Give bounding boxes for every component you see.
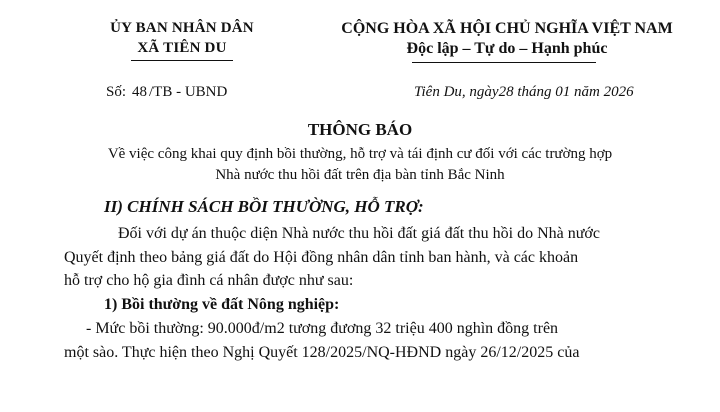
authority-underline [131, 60, 233, 61]
paragraph-line: Đối với dự án thuộc diện Nhà nước thu hồi đất giá đất thu hồi do Nhà nước [118, 225, 600, 242]
issuing-authority-line2: XÃ TIÊN DU [137, 40, 227, 56]
document-subject-line1: Về việc công khai quy định bồi thường, hỗ trợ và tái định cư đối với các trường hợp [107, 146, 613, 162]
document-title: THÔNG BÁO [307, 120, 413, 139]
doc-number-value: 48 [132, 84, 148, 100]
doc-number-label: Số: [106, 84, 127, 100]
section-heading: II) CHÍNH SÁCH BỒI THƯỜNG, HỖ TRỢ: [104, 197, 424, 216]
paragraph-line: một sào. Thực hiện theo Nghị Quyết 128/2025/NQ-HĐND ngày 26/12/2025 của [64, 344, 580, 361]
paragraph-line: - Mức bồi thường: 90.000đ/m2 tương đương 32 triệu 400 nghìn đồng trên [86, 320, 559, 337]
document-date: Tiên Du, ngày28 tháng 01 năm 2026 [414, 84, 634, 100]
document-subject-line2: Nhà nước thu hồi đất trên địa bàn tỉnh Bắc Ninh [215, 167, 505, 183]
subsection-heading: 1) Bồi thường về đất Nông nghiệp: [104, 296, 340, 313]
national-slogan: Độc lập – Tự do – Hạnh phúc [406, 40, 608, 57]
national-title: CỘNG HÒA XÃ HỘI CHỦ NGHĨA VIỆT NAM [341, 20, 673, 37]
doc-number-suffix: /TB - UBND [149, 84, 228, 100]
issuing-authority-line1: ỦY BAN NHÂN DÂN [110, 20, 254, 36]
paragraph-line: Quyết định theo bảng giá đất do Hội đồng nhân dân tỉnh ban hành, và các khoản [64, 249, 579, 266]
paragraph-line: hỗ trợ cho hộ gia đình cá nhân được như sau: [64, 272, 354, 289]
slogan-underline [412, 62, 596, 63]
document-number [106, 84, 227, 101]
